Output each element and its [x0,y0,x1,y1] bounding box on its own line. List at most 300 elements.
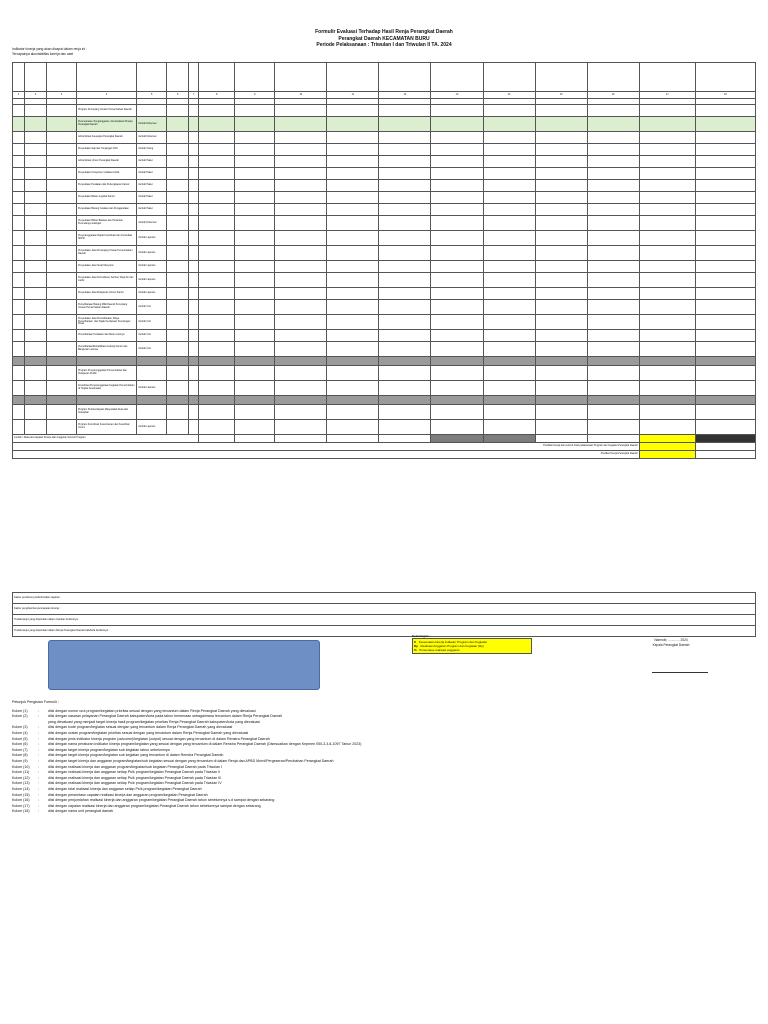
table-cell [199,342,235,357]
table-cell [431,300,483,315]
table-cell [587,132,639,144]
table-cell [275,315,327,330]
instruction-key: Kolom (17) [12,803,30,808]
table-cell [189,144,199,156]
table-cell [275,216,327,231]
table-cell [275,180,327,192]
instruction-key: Kolom (10) [12,764,30,769]
predicate-label-cell: Predikat Kinerja dari seluruh hasil pelaksanaan Program dan Kegiatan Perangkat Daerah [13,443,640,451]
table-cell [483,180,535,192]
table-cell [13,342,25,357]
separator-cell [695,357,755,366]
instruction-text: diisi dengan target kinerja program/kegiatan sub kegiatan tahun sebelumnya [48,747,170,752]
table-cell [47,273,77,288]
total-cell [535,435,587,443]
table-cell [379,381,431,396]
table-row [13,132,756,144]
table-cell [535,180,587,192]
column-number-cell: 16 [587,92,639,99]
table-cell [535,315,587,330]
table-cell [587,168,639,180]
table-cell [379,246,431,261]
table-cell [639,261,695,273]
header-cell [137,63,167,92]
instruction-colon: : [38,781,39,786]
instruction-colon: : [38,708,39,713]
table-cell [13,288,25,300]
header-cell [695,63,755,92]
table-row [13,443,756,451]
table-cell [25,180,47,192]
table-cell [587,261,639,273]
table-cell [25,300,47,315]
table-cell [535,156,587,168]
table-cell [327,231,379,246]
table-cell [483,315,535,330]
table-cell [639,231,695,246]
table-cell [587,381,639,396]
indicator-cell: Jumlah Laporan [137,273,167,288]
table-cell [695,192,755,204]
table-cell [167,381,189,396]
table-cell [199,231,235,246]
table-cell [327,366,379,381]
program-name-cell: Penyediaan Jasa Pemeliharaan, Biaya Pemeliharaan, dan Pajak Kendaraan Perorangan Dinas [77,315,137,330]
table-cell [535,381,587,396]
table-cell [695,405,755,420]
table-cell [327,261,379,273]
table-cell [189,342,199,357]
table-cell [639,192,695,204]
analysis-footer [12,592,756,637]
table-cell [379,300,431,315]
program-name-cell: Penyediaan Bahan Logistik Kantor [77,192,137,204]
indicator-cell: Jumlah Unit [137,300,167,315]
table-cell [587,366,639,381]
table-cell [327,192,379,204]
table-cell [695,342,755,357]
table-row [13,231,756,246]
signoff-place-date: Namrole, ............. 2024 [654,638,688,642]
table-cell [275,300,327,315]
table-cell [13,420,25,435]
header-cell [189,63,199,92]
instruction-key: Kolom (2) [12,714,28,719]
table-cell [535,405,587,420]
table-cell [275,288,327,300]
table-cell [167,132,189,144]
program-name-cell: Penyediaan Jasa Komunikasi, Sumber Daya Air dan Listrik [77,273,137,288]
table-cell [327,144,379,156]
table-cell [695,261,755,273]
instruction-text: diisi dengan nama peraturan indikator kinerja program/kegiatan yang sesuai dengan yang tercantum di dalam Renstra Perangkat Daerah (Disesuaikan dengan Kepmen 050-3.3.8-1097 Tahun 2023) [48,742,362,747]
table-cell [25,216,47,231]
header-cell [235,63,275,92]
instruction-colon: : [38,809,39,814]
table-cell [189,216,199,231]
table-row [13,330,756,342]
separator-cell [235,396,275,405]
instruction-colon: : [38,714,39,719]
header-cell [25,63,47,92]
table-cell [695,300,755,315]
header-cell [167,63,189,92]
table-cell [47,132,77,144]
table-cell [379,420,431,435]
table-cell [189,315,199,330]
instruction-colon: : [38,730,39,735]
table-cell [25,273,47,288]
predicate-blank-cell [695,443,755,451]
table-cell [695,366,755,381]
separator-cell [199,357,235,366]
instruction-colon: : [38,725,39,730]
table-cell [47,315,77,330]
program-name-cell: Administrasi Umum Perangkat Daerah [77,156,137,168]
table-cell [275,342,327,357]
form-title-line-1: Formulir Evaluasi Terhadap Hasil Renja Perangkat Daerah [315,29,453,35]
separator-cell [431,396,483,405]
table-cell [47,300,77,315]
instruction-colon: : [38,764,39,769]
table-cell [235,420,275,435]
instructions-list [12,709,756,815]
table-cell [431,180,483,192]
table-cell [25,105,47,117]
table-cell [13,300,25,315]
table-cell [199,330,235,342]
table-cell [235,105,275,117]
table-cell [235,117,275,132]
table-cell [695,204,755,216]
instruction-colon: : [38,736,39,741]
table-cell [25,288,47,300]
indicator-cell: Jumlah Unit [137,315,167,330]
table-cell [483,156,535,168]
legend-item: % Persentase realisasi anggaran [414,648,460,652]
table-cell [483,117,535,132]
separator-cell [167,396,189,405]
table-cell [639,330,695,342]
total-cell [431,435,483,443]
table-row [13,405,756,420]
table-cell [199,144,235,156]
table-cell [483,405,535,420]
predicate-value-cell [639,443,695,451]
table-cell [431,168,483,180]
total-cell [483,435,535,443]
table-cell [167,231,189,246]
table-cell [535,168,587,180]
table-cell [695,180,755,192]
table-cell [13,204,25,216]
table-cell [535,246,587,261]
instruction-colon: : [38,753,39,758]
table-cell [235,216,275,231]
table-cell [327,132,379,144]
table-cell [275,231,327,246]
instruction-colon: : [38,742,39,747]
table-cell [47,261,77,273]
instruction-item [12,809,756,815]
table-cell [199,117,235,132]
table-cell [25,330,47,342]
table-cell [483,342,535,357]
table-cell [13,315,25,330]
table-cell [47,105,77,117]
table-cell [695,117,755,132]
column-number-cell: 12 [379,92,431,99]
column-number-cell: 3 [47,92,77,99]
table-cell [199,156,235,168]
table-cell [189,156,199,168]
table-cell [13,117,25,132]
table-cell [695,288,755,300]
indicator-cell: Jumlah Laporan [137,261,167,273]
table-cell [25,315,47,330]
table-cell [695,246,755,261]
program-name-cell: Penyediaan Bahan Bacaan dan Peraturan Perundang-undangan [77,216,137,231]
instruction-key: Kolom (18) [12,809,30,814]
program-name-cell: Perencanaan, Penganggaran, dan Evaluasi Kinerja Perangkat Daerah [77,117,137,132]
table-cell [189,192,199,204]
indicator-cell: Jumlah Dokumen [137,216,167,231]
predicate-label-cell: Predikat Kinerja Perangkat Daerah [13,451,640,459]
separator-cell [189,357,199,366]
table-cell [47,117,77,132]
instruction-key: Kolom (5) [12,736,28,741]
table-cell [483,231,535,246]
table-cell [587,273,639,288]
table-cell [199,288,235,300]
column-number-cell: 14 [483,92,535,99]
table-cell [275,204,327,216]
table-cell [431,366,483,381]
program-name-cell: Penyediaan Jasa Pelayanan Umum Kantor [77,288,137,300]
table-cell [47,288,77,300]
table-cell [167,180,189,192]
header-cell [47,63,77,92]
table-cell [695,231,755,246]
indicator-cell: Jumlah Laporan [137,381,167,396]
table-cell [483,192,535,204]
instruction-text: diisi dengan uraian program/kegiatan prioritas sesuai dengan yang tercantum dalam Renja Perangkat Daerah yang dievaluasi [48,730,249,735]
table-cell [47,330,77,342]
table-cell [379,180,431,192]
table-cell [431,342,483,357]
table-cell [25,132,47,144]
table-cell [235,156,275,168]
table-cell [379,342,431,357]
instruction-text: diisi dengan capaian realisasi kinerja dan anggaran program/kegiatan Perangkat Daerah tahun sebelumnya sampai dengan sekarang [48,803,261,808]
table-row [13,117,756,132]
table-cell [639,405,695,420]
table-row [13,168,756,180]
table-cell [199,180,235,192]
table-row [13,300,756,315]
table-cell [235,288,275,300]
table-cell [327,342,379,357]
header-cell [379,63,431,92]
table-cell [13,192,25,204]
table-row [13,156,756,168]
table-cell [47,192,77,204]
table-cell [535,216,587,231]
separator-cell [379,357,431,366]
table-cell [431,246,483,261]
indicator-cell [137,405,167,420]
instructions-title: Petunjuk Pengisian Formulir : [12,700,59,704]
instruction-text: diisi dengan nama unit perangkat daerah [48,809,114,814]
legend [412,634,532,654]
separator-cell [235,357,275,366]
table-cell [275,405,327,420]
table-cell [189,381,199,396]
separator-cell [327,396,379,405]
table-cell [587,315,639,330]
table-cell [695,330,755,342]
table-cell [431,273,483,288]
table-cell [189,117,199,132]
table-cell [189,420,199,435]
indicator-cell: Jumlah Paket [137,156,167,168]
legend-item: K Kesesuaian kinerja indikator Program dan Kegiatan [414,640,488,644]
table-cell [167,168,189,180]
table-cell [483,366,535,381]
column-number-cell: 15 [535,92,587,99]
indicator-cell: Jumlah Orang [137,144,167,156]
table-cell [535,117,587,132]
separator-cell [189,396,199,405]
table-cell [199,300,235,315]
table-cell [189,231,199,246]
table-cell [189,180,199,192]
table-cell [167,216,189,231]
intro-text [12,47,87,57]
table-cell [167,342,189,357]
table-cell [379,192,431,204]
separator-cell [379,396,431,405]
table-row [13,144,756,156]
total-cell [235,435,275,443]
table-cell [275,132,327,144]
indicator-cell: Jumlah Laporan [137,288,167,300]
table-cell [235,180,275,192]
footer-row-obstacles: Faktor penghambat pencapaian kinerja : [12,604,756,615]
header-cell [327,63,379,92]
table-cell [639,204,695,216]
table-cell [483,204,535,216]
table-cell [235,366,275,381]
table-cell [587,144,639,156]
instruction-key: Kolom (9) [12,758,28,763]
total-cell [695,435,755,443]
table-cell [639,156,695,168]
table-cell [483,288,535,300]
instruction-colon: : [38,758,39,763]
table-cell [167,315,189,330]
table-row [13,288,756,300]
separator-cell [483,396,535,405]
column-number-cell: 11 [327,92,379,99]
table-cell [695,156,755,168]
instruction-colon: : [38,792,39,797]
program-name-cell: Penyediaan Peralatan dan Perlengkapan Kantor [77,180,137,192]
table-header-row [13,63,756,92]
table-cell [379,231,431,246]
table-cell [189,300,199,315]
table-cell [199,192,235,204]
table-cell [47,405,77,420]
instruction-text: diisi dengan kode program/kegiatan sesuai dengan yang tercantum dalam Renja Perangkat Daerah yang dievaluasi [48,725,233,730]
table-cell [167,204,189,216]
instruction-text: diisi dengan target kinerja program/kegiatan sub kegiatan yang tercantum di dalam Renstra Perangkat Daerah [48,753,224,758]
instruction-text: diisi dengan sasaran pelayanan Perangkat Daerah kabupaten/kota pada tahun berkenaan sebagaimana tercantum dalam Renja Perangkat Daerah [48,714,283,719]
table-cell [13,231,25,246]
table-cell [483,105,535,117]
table-cell [47,144,77,156]
instruction-text: diisi dengan target kinerja dan anggaran program/kegiatan/sub kegiatan sesuai dengan yang tercantum di dalam Renja dan APBD Murni/Pergeseran/Perubahan Perangkat Daerah [48,758,334,763]
table-cell [379,366,431,381]
instruction-key: Kolom (1) [12,708,28,713]
table-cell [695,132,755,144]
table-cell [535,330,587,342]
header-cell [275,63,327,92]
table-cell [535,288,587,300]
table-cell [431,144,483,156]
instruction-key: Kolom (6) [12,742,28,747]
table-row [13,366,756,381]
header-cell [431,63,483,92]
separator-cell [639,396,695,405]
table-cell [535,300,587,315]
table-cell [199,381,235,396]
table-cell [431,315,483,330]
table-cell [327,273,379,288]
table-cell [13,132,25,144]
instruction-key: Kolom (8) [12,753,28,758]
program-name-cell: Penyediaan Jasa Penunjang Urusan Pemerintahan Daerah [77,246,137,261]
table-cell [47,156,77,168]
table-cell [379,168,431,180]
table-cell [587,192,639,204]
indicator-cell: Jumlah Paket [137,168,167,180]
table-cell [639,144,695,156]
table-cell [275,156,327,168]
table-cell [25,366,47,381]
table-cell [13,366,25,381]
table-row [13,357,756,366]
table-cell [13,246,25,261]
form-title [0,29,768,49]
table-cell [167,117,189,132]
table-cell [379,105,431,117]
table-cell [275,366,327,381]
table-cell [13,144,25,156]
table-cell [25,420,47,435]
table-cell [25,231,47,246]
table-cell [587,405,639,420]
table-cell [327,405,379,420]
separator-cell [77,357,137,366]
instruction-key: Kolom (11) [12,770,30,775]
table-cell [379,117,431,132]
table-row [13,396,756,405]
separator-cell [275,396,327,405]
table-cell [431,216,483,231]
table-cell [431,381,483,396]
separator-cell [199,396,235,405]
